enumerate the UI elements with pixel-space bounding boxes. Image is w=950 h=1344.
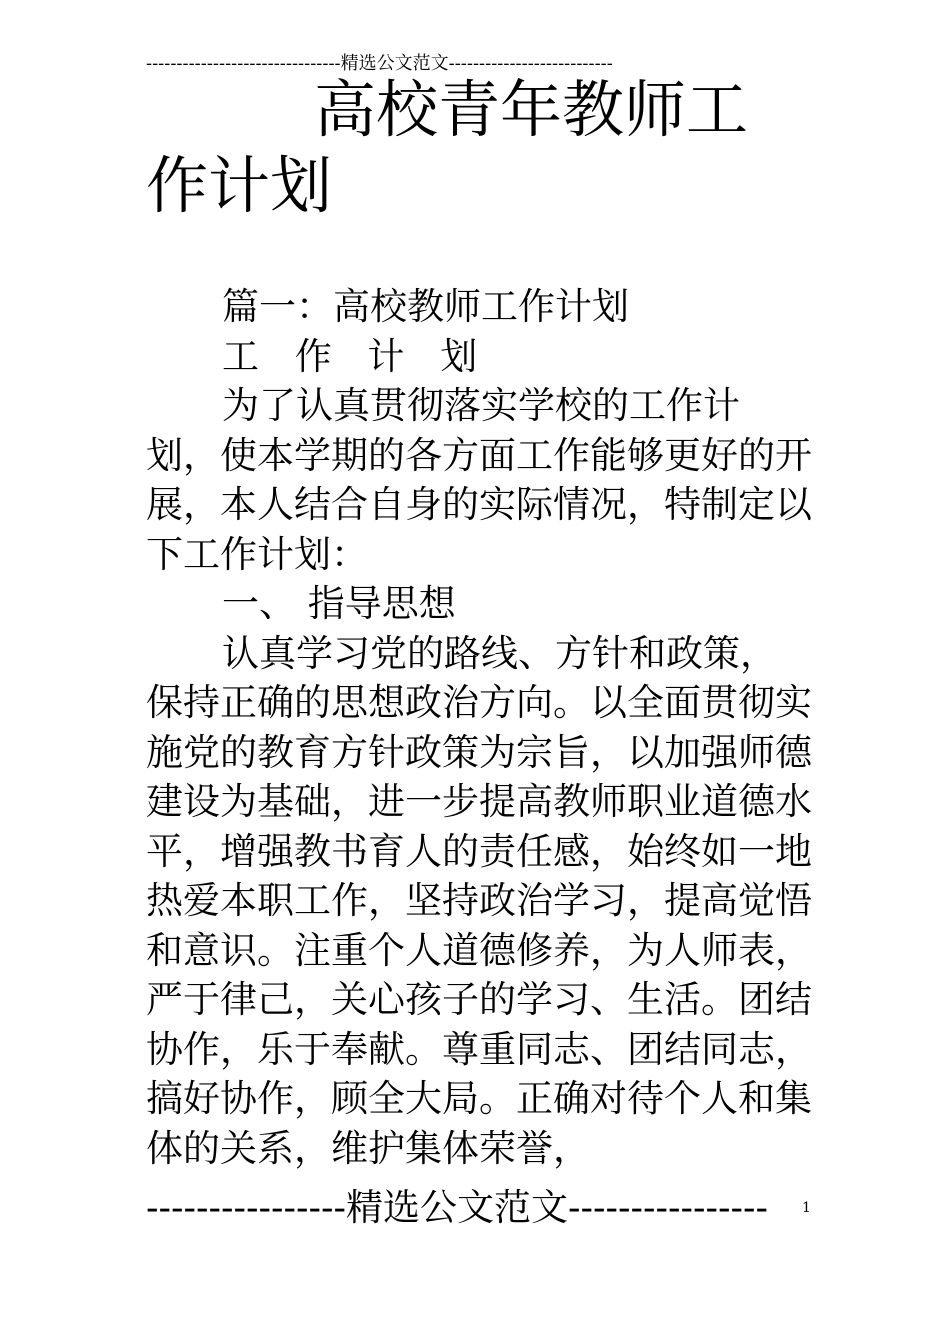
document-title: 高校青年教师工作计划 [146, 73, 749, 222]
intro-paragraph: 为了认真贯彻落实学校的工作计划，使本学期的各方面工作能够更好的开展，本人结合自身的实际情况，特制定以下工作计划： [146, 384, 812, 576]
page-number: 1 [802, 1200, 811, 1216]
header-banner: --------------------------------精选公文范文--------------------------- [146, 53, 613, 74]
document-body [146, 282, 812, 1173]
body-paragraph: 认真学习党的路线、方针和政策，保持正确的思想政治方向。以全面贯彻实施党的教育方针政策为宗旨，以加强师德建设为基础，进一步提高教师职业道德水平，增强教书育人的责任感，始终如一地热爱本职工作，坚持政治学习，提高觉悟和意识。注重个人道德修养，为人师表，严于律己，关心孩子的学习、生活。团结协作，乐于奉献。尊重同志、团结同志，搞好协作，顾全大局。正确对待个人和集体的关系，维护集体荣誉， [146, 631, 812, 1170]
section-title: 一、 指导思想 [222, 582, 456, 625]
footer-banner: ----------------精选公文范文---------------- [146, 1186, 769, 1229]
section-heading: 篇一：高校教师工作计划 [222, 285, 629, 328]
subheading: 工 作 计 划 [222, 334, 490, 378]
